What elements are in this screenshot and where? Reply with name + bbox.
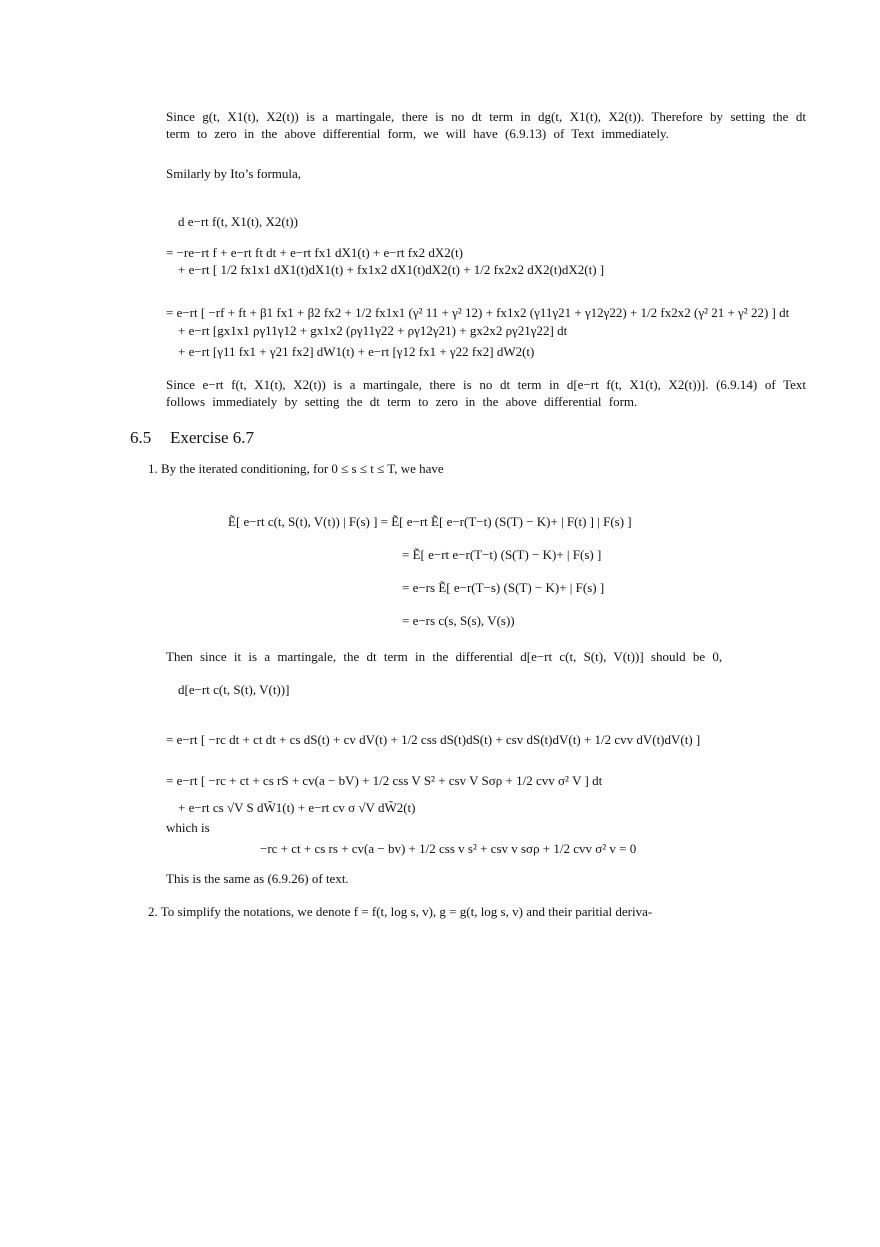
paragraph-same-as: This is the same as (6.9.26) of text. <box>166 871 349 886</box>
list-item-1: 1. By the iterated conditioning, for 0 ≤ s ≤ t ≤ T, we have <box>148 461 444 476</box>
section-title: Exercise 6.7 <box>170 428 255 447</box>
paragraph-martingale-g: Since g(t, X1(t), X2(t)) is a martingale, there is no dt term in dg(t, X1(t), X2(t)). Therefore by setting the dt term to zero in the above differential form, we will have (6.9.13) of Text immediately. <box>166 109 806 141</box>
list-item-2: 2. To simplify the notations, we denote f = f(t, log s, v), g = g(t, log s, v) and their paritial deriva- <box>148 904 653 919</box>
paragraph-martingale-c: Then since it is a martingale, the dt term in the differential d[e−rt c(t, S(t), V(t))] should be 0, <box>166 649 723 664</box>
eq2-line-2: = Ẽ[ e−rt e−r(T−t) (S(T) − K)+ | F(s) ] <box>402 547 602 562</box>
eq1-line-4: = e−rt [ −rf + ft + β1 fx1 + β2 fx2 + 1/2 fx1x1 (γ² 11 + γ² 12) + fx1x2 (γ11γ21 + γ12γ22) + 1/2 fx2x2 (γ² 21 + γ² 22) ] dt <box>166 305 790 320</box>
section-number: 6.5 <box>130 428 152 447</box>
eq1-line-6: + e−rt [γ11 fx1 + γ21 fx2] dW1(t) + e−rt [γ12 fx1 + γ22 fx2] dW2(t) <box>178 344 535 359</box>
eq2-line-1: Ẽ[ e−rt c(t, S(t), V(t)) | F(s) ] = Ẽ[ e−rt Ẽ[ e−r(T−t) (S(T) − K)+ | F(t) ] | F(s) ] <box>228 514 632 529</box>
eq3-line-4: + e−rt cs √V S dW̃1(t) + e−rt cv σ √V dW̃2(t) <box>178 800 416 815</box>
paragraph-ito-intro: Smilarly by Ito’s formula, <box>166 166 302 181</box>
eq3-line-1: d[e−rt c(t, S(t), V(t))] <box>178 682 290 697</box>
eq3-line-2: = e−rt [ −rc dt + ct dt + cs dS(t) + cv dV(t) + 1/2 css dS(t)dS(t) + csv dS(t)dV(t) + 1/2 cvv dV(t)dV(t) ] <box>166 732 701 747</box>
paragraph-martingale-f: Since e−rt f(t, X1(t), X2(t)) is a martingale, there is no dt term in d[e−rt f(t, X1(t), X2(t))]. (6.9.14) of Text follows immediately by setting the dt term to zero in the above differential form. <box>166 377 806 409</box>
equation-pde: −rc + ct + cs rs + cv(a − bv) + 1/2 css v s² + csv v sσρ + 1/2 cvv σ² v = 0 <box>260 841 637 856</box>
eq1-line-5: + e−rt [gx1x1 ργ11γ12 + gx1x2 (ργ11γ22 + ργ12γ21) + gx2x2 ργ21γ22] dt <box>178 323 568 338</box>
eq1-line-1: d e−rt f(t, X1(t), X2(t)) <box>178 214 298 229</box>
eq1-line-2: = −re−rt f + e−rt ft dt + e−rt fx1 dX1(t) + e−rt fx2 dX2(t) <box>166 245 464 260</box>
which-is-label: which is <box>166 820 210 835</box>
eq3-line-3: = e−rt [ −rc + ct + cs rS + cv(a − bV) + 1/2 css V S² + csv V Sσρ + 1/2 cvv σ² V ] dt <box>166 773 603 788</box>
eq2-line-3: = e−rs Ẽ[ e−r(T−s) (S(T) − K)+ | F(s) ] <box>402 580 605 595</box>
eq1-line-3: + e−rt [ 1/2 fx1x1 dX1(t)dX1(t) + fx1x2 dX1(t)dX2(t) + 1/2 fx2x2 dX2(t)dX2(t) ] <box>178 262 605 277</box>
eq2-line-4: = e−rs c(s, S(s), V(s)) <box>402 613 515 628</box>
